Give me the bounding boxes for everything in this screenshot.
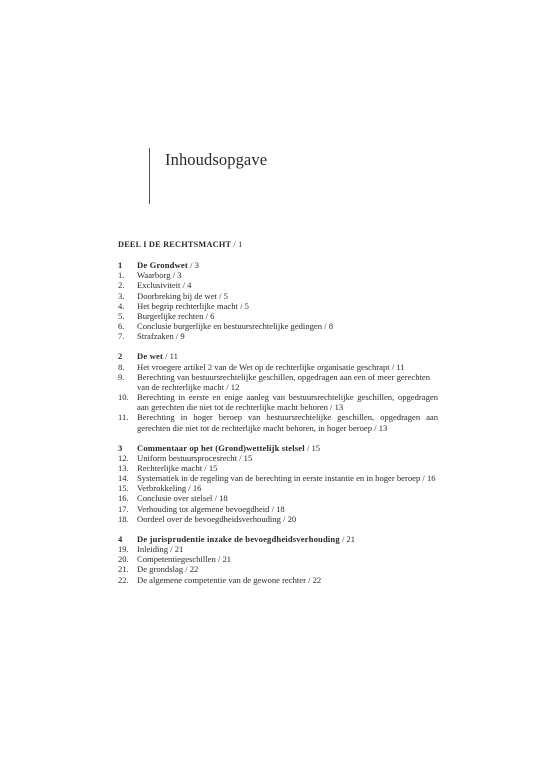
entry-text: Verbrokkeling / 16 <box>137 483 202 494</box>
entry-number: 17. <box>118 503 129 514</box>
chapter-3 <box>118 443 438 524</box>
entry-text: Inleiding / 21 <box>137 544 184 555</box>
toc-entry <box>118 291 438 301</box>
toc-entry <box>118 301 438 311</box>
entry-text: Uniform bestuursprocesrecht / 15 <box>137 452 253 463</box>
entry-number: 8. <box>118 361 125 372</box>
entry-text: Competentiegeschillen / 21 <box>137 554 232 565</box>
entry-text: Berechting in eerste en enige aanleg van bestuursrechtelijke geschillen, opgedragen aan gerechten die niet tot de rechterlijke macht behoren / 13 <box>137 392 438 413</box>
entry-number: 3. <box>118 290 125 301</box>
toc-entry <box>118 311 438 321</box>
entry-text: Systematiek in de regeling van de berechting in eerste instantie en in hoger beroep / 16 <box>137 473 436 484</box>
part-page: / 1 <box>233 240 243 249</box>
entry-number: 15. <box>118 483 129 494</box>
chapter-heading <box>118 351 438 361</box>
entry-text: Rechterlijke macht / 15 <box>137 462 218 473</box>
entry-text: Het begrip rechterlijke macht / 5 <box>137 300 249 311</box>
chapter-title: Commentaar op het (Grond)wettelijk stelsel <box>137 442 305 453</box>
toc-entry <box>118 483 438 493</box>
entry-text: De grondslag / 22 <box>137 564 199 575</box>
toc-entry <box>118 392 438 412</box>
chapter-number: 3 <box>118 442 123 453</box>
chapter-number: 2 <box>118 351 123 362</box>
entry-text: Oordeel over de bevoegdheidsverhouding / 20 <box>137 513 297 524</box>
entry-text: Waarborg / 3 <box>137 270 182 281</box>
toc-entry <box>118 331 438 341</box>
entry-text: Exclusiviteit / 4 <box>137 280 192 291</box>
chapter-heading <box>118 534 438 544</box>
entry-number: 5. <box>118 310 125 321</box>
toc-entry <box>118 372 438 392</box>
entry-text: Conclusie burgerlijke en bestuursrechtelijke gedingen / 8 <box>137 321 334 332</box>
chapter-page: / 3 <box>190 260 199 271</box>
entry-text: Conclusie over stelsel / 18 <box>137 493 228 504</box>
toc-entry <box>118 473 438 483</box>
entry-number: 16. <box>118 493 129 504</box>
toc-entry <box>118 321 438 331</box>
entry-number: 12. <box>118 452 129 463</box>
toc-entry <box>118 270 438 280</box>
toc-entry <box>118 544 438 554</box>
toc-entry <box>118 564 438 574</box>
entry-text: Berechting in hoger beroep van bestuursrechtelijke geschillen, opgedragen aan gerechten die niet tot de rechterlijke macht behoren, in hoger beroep / 13 <box>137 412 438 433</box>
part-label: DEEL I DE RECHTSMACHT <box>118 240 232 249</box>
chapter-1 <box>118 260 438 341</box>
entry-text: Doorbreking bij de wet / 5 <box>137 290 228 301</box>
entry-number: 21. <box>118 564 129 575</box>
toc-entry <box>118 575 438 585</box>
toc-entry <box>118 514 438 524</box>
chapter-4 <box>118 534 438 585</box>
toc-entry <box>118 362 438 372</box>
entry-text: De algemene competentie van de gewone rechter / 22 <box>137 574 322 585</box>
chapter-page: / 21 <box>341 533 356 544</box>
toc-entry <box>118 280 438 290</box>
toc-entry <box>118 504 438 514</box>
toc-entry <box>118 463 438 473</box>
entry-text: Strafzaken / 9 <box>137 331 185 342</box>
chapter-heading <box>118 443 438 453</box>
entry-number: 14. <box>118 473 129 484</box>
entry-number: 2. <box>118 280 125 291</box>
chapter-heading <box>118 260 438 270</box>
entry-text: Berechting van bestuursrechtelijke geschillen, opgedragen aan een of meer gerechten van de rechterlijke macht / 12 <box>137 371 431 392</box>
entry-number: 6. <box>118 321 125 332</box>
entry-text: Het vroegere artikel 2 van de Wet op de rechterlijke organisatie geschrapt / 11 <box>137 361 405 372</box>
entry-number: 13. <box>118 462 129 473</box>
entry-text: Burgerlijke rechten / 6 <box>137 310 215 321</box>
entry-number: 22. <box>118 574 129 585</box>
part-heading <box>118 240 438 250</box>
chapter-number: 4 <box>118 533 123 544</box>
table-of-contents <box>118 240 438 585</box>
toc-entry <box>118 493 438 503</box>
chapter-page: / 15 <box>306 442 321 453</box>
entry-number: 20. <box>118 554 129 565</box>
entry-number: 1. <box>118 270 125 281</box>
heading-rule <box>149 148 150 204</box>
toc-entry <box>118 453 438 463</box>
entry-number: 10. <box>118 392 129 403</box>
entry-number: 11. <box>118 412 129 423</box>
chapter-title: De jurisprudentie inzake de bevoegdheidsverhouding <box>137 533 340 544</box>
chapter-2 <box>118 351 438 432</box>
chapter-number: 1 <box>118 260 123 271</box>
toc-entry <box>118 412 438 432</box>
entry-number: 19. <box>118 544 129 555</box>
entry-text: Verhouding tot algemene bevoegdheid / 18 <box>137 503 285 514</box>
toc-entry <box>118 554 438 564</box>
chapter-title: De Grondwet <box>137 260 188 271</box>
chapter-page: / 11 <box>165 351 178 362</box>
entry-number: 18. <box>118 513 129 524</box>
entry-number: 4. <box>118 300 125 311</box>
entry-number: 7. <box>118 331 125 342</box>
page-title: Inhoudsopgave <box>165 150 268 169</box>
entry-number: 9. <box>118 371 125 382</box>
chapter-title: De wet <box>137 351 163 362</box>
